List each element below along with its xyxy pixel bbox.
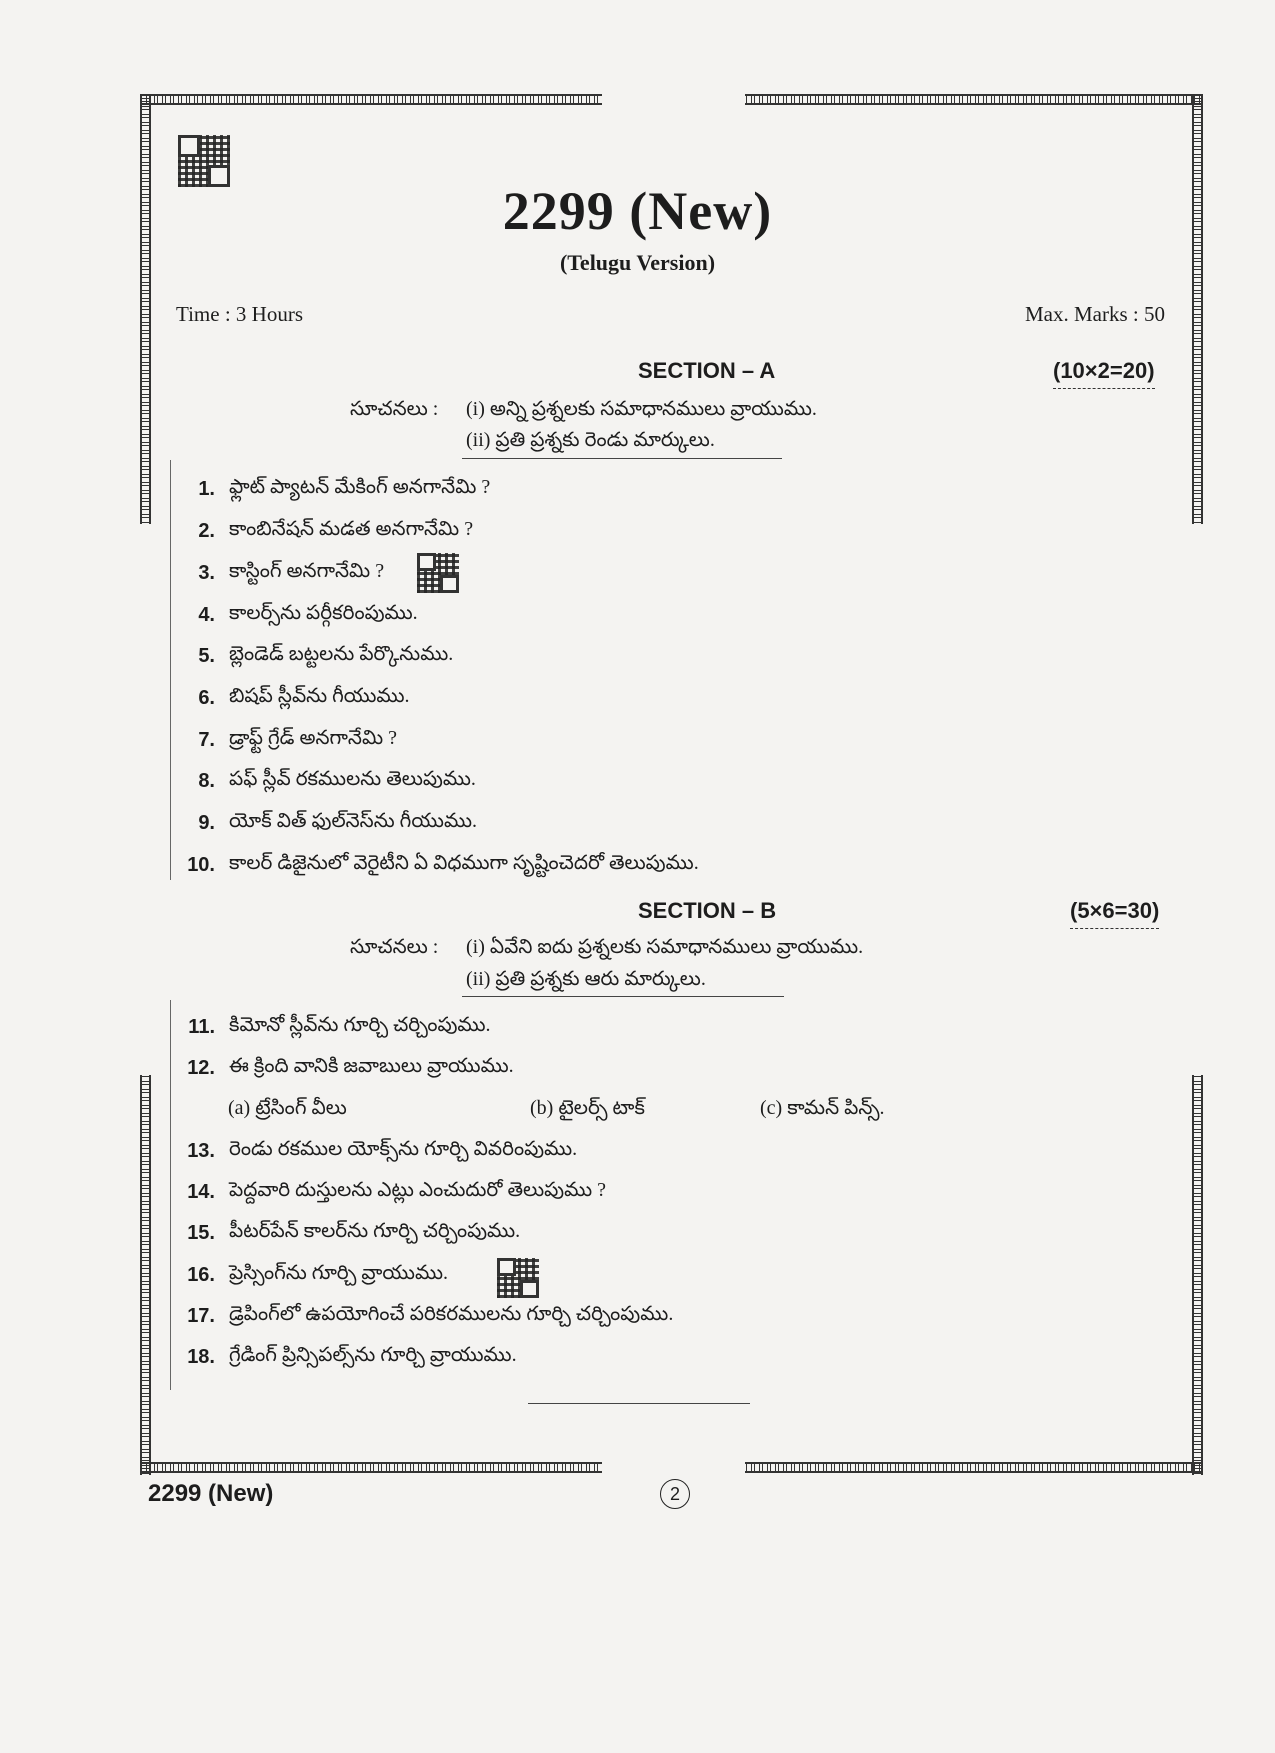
section-a-inst-1: (i) అన్ని ప్రశ్నలకు సమాధానములు వ్రాయుము. <box>466 398 817 420</box>
top-border-left <box>140 94 602 105</box>
paper-code-title: 2299 (New) <box>502 181 773 241</box>
sub-item-c: (c) కామన్ పిన్స్. <box>760 1097 885 1119</box>
list-item: 18. గ్రేడింగ్ ప్రిన్సిపల్స్‌ను గూర్చి వ్రాయుము. <box>187 1344 517 1368</box>
list-item: 1. ఫ్లాట్ ప్యాటన్ మేకింగ్ అనగానేమి ? <box>198 476 491 500</box>
sub-item-b: (b) టైలర్స్ టాక్ <box>530 1097 645 1119</box>
section-a-inst-rule <box>462 458 782 459</box>
right-border-upper <box>1192 94 1203 524</box>
list-item: 13. రెండు రకముల యోక్స్‌ను గూర్చి వివరింపుము. <box>187 1138 578 1162</box>
section-b-inst-1: (i) ఏవేని ఐదు ప్రశ్నలకు సమాధానములు వ్రాయుము. <box>466 936 864 958</box>
sub-item-a: (a) ట్రేసింగ్ వీలు <box>228 1097 347 1119</box>
time-label: Time : 3 Hours <box>176 302 303 326</box>
right-border-lower <box>1192 1075 1203 1475</box>
left-border-upper <box>140 94 151 524</box>
section-b-title: SECTION – B <box>638 898 777 923</box>
section-b-marks: (5×6=30) <box>1070 898 1159 929</box>
list-item: 4. కాలర్స్‌ను పర్గీకరింపుము. <box>198 602 418 626</box>
page-number: 2 <box>660 1479 690 1509</box>
top-border-right <box>745 94 1203 105</box>
version-label: (Telugu Version) <box>559 250 716 275</box>
list-item: 15. పీటర్‌పేన్ కాలర్‌ను గూర్చి చర్చింపుము. <box>187 1220 521 1244</box>
list-item: 14. పెద్దవారి దుస్తులను ఎట్లు ఎంచుదురో తెలుపుము ? <box>187 1179 607 1203</box>
qr-code-icon <box>497 1258 539 1298</box>
left-border-lower <box>140 1075 151 1475</box>
section-b-inst-2: (ii) ప్రతి ప్రశ్నకు ఆరు మార్కులు. <box>466 968 706 990</box>
list-item: 6. బిషప్ స్లీవ్‌ను గీయుము. <box>198 685 410 709</box>
list-item: 10. కాలర్ డిజైనులో వెరైటీని ఏ విధముగా సృష్టించెదరో తెలుపుము. <box>187 852 699 876</box>
section-a-inst-label: సూచనలు : <box>350 398 439 420</box>
list-item: 11. కిమోనో స్లీవ్‌ను గూర్చి చర్చింపుము. <box>188 1014 491 1038</box>
list-item: 12. ఈ క్రింది వానికి జవాబులు వ్రాయుము. <box>187 1055 514 1079</box>
list-item: 8. పఫ్ స్లీవ్ రకములను తెలుపుము. <box>198 768 476 792</box>
list-item: 2. కాంబినేషన్ మడత అనగానేమి ? <box>198 518 474 542</box>
section-b-inst-label: సూచనలు : <box>350 936 439 958</box>
section-a-inst-2: (ii) ప్రతి ప్రశ్నకు రెండు మార్కులు. <box>466 429 715 451</box>
list-item: 17. డ్రెపింగ్‌లో ఉపయోగించే పరికరములను గూర్చి చర్చింపుము. <box>187 1303 674 1327</box>
bottom-border-right <box>745 1462 1203 1473</box>
footer-paper-code: 2299 (New) <box>148 1480 274 1507</box>
section-a-marks: (10×2=20) <box>1053 358 1155 389</box>
section-b-inst-rule <box>462 996 784 997</box>
max-marks-label: Max. Marks : 50 <box>1025 302 1165 326</box>
section-a-title: SECTION – A <box>638 358 776 383</box>
list-item: 9. యోక్ విత్ ఫుల్‌నెస్‌ను గీయుము. <box>198 810 478 834</box>
end-rule <box>528 1403 750 1404</box>
section-a-margin-line <box>170 460 171 880</box>
section-b-margin-line <box>170 1000 171 1390</box>
list-item: 5. బ్లెండెడ్ బట్టలను పేర్కొనుము. <box>198 643 454 667</box>
qr-code-icon <box>417 553 459 593</box>
list-item: 3. కాస్టింగ్ అనగానేమి ? <box>198 560 385 584</box>
list-item: 16. ప్రెస్సింగ్‌ను గూర్చి వ్రాయుము. <box>187 1262 449 1286</box>
list-item: 7. డ్రాఫ్ట్ గ్రేడ్ అనగానేమి ? <box>198 727 397 751</box>
bottom-border-left <box>140 1462 602 1473</box>
